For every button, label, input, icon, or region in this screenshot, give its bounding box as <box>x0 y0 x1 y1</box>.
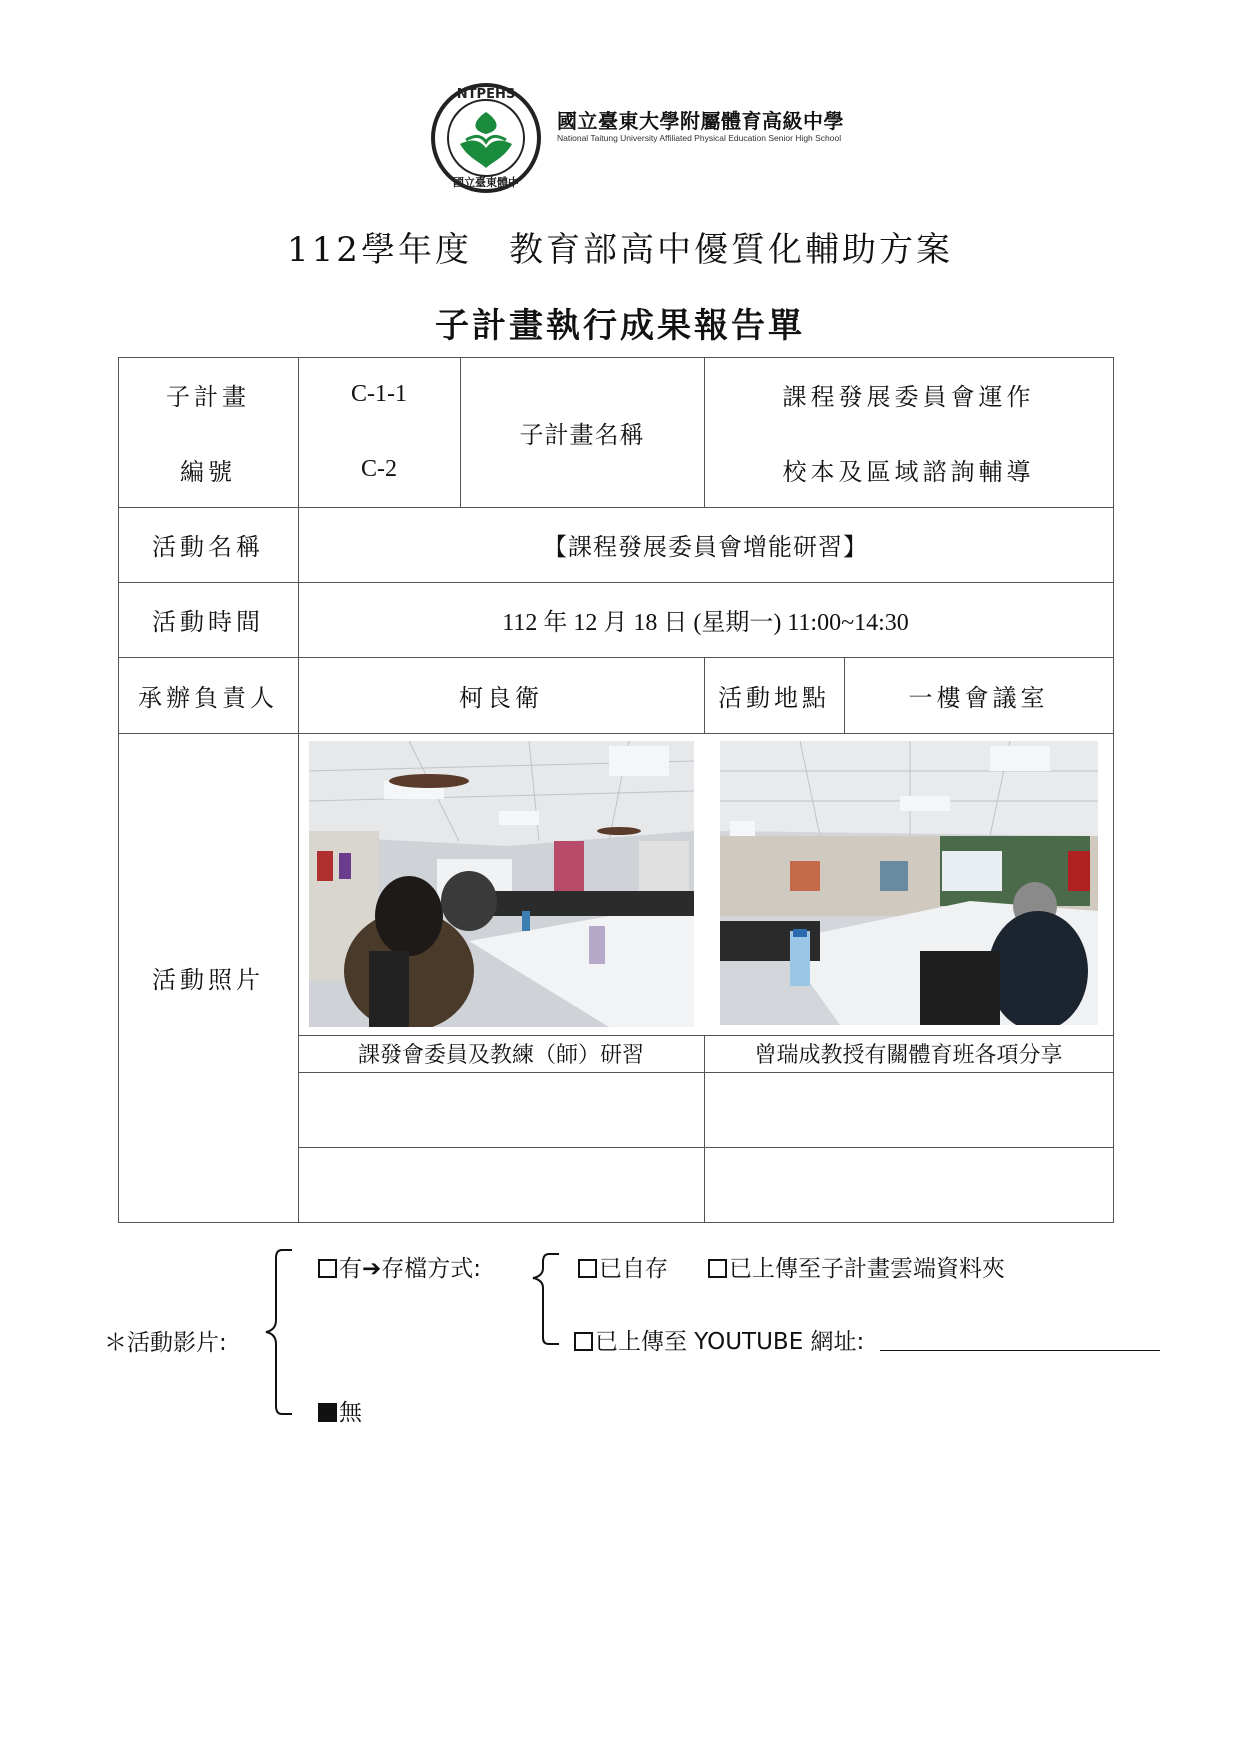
video-option-youtube[interactable] <box>574 1323 864 1356</box>
video-option-saved[interactable] <box>578 1250 668 1283</box>
checked-checkbox-icon[interactable] <box>318 1403 337 1422</box>
checkbox-icon[interactable] <box>578 1259 597 1278</box>
activity-name: 【課程發展委員會增能研習】 <box>543 533 868 561</box>
school-name-zh: 國立臺東大學附屬體育高級中學 <box>557 109 844 133</box>
photos-label: 活動照片 <box>152 966 264 994</box>
location-label: 活動地點 <box>718 683 830 712</box>
video-option-saved-label: 已自存 <box>599 1256 668 1282</box>
school-logo <box>430 82 542 194</box>
video-option-youtube-label: 已上傳至 YOUTUBE 網址: <box>595 1329 865 1355</box>
activity-photo-1 <box>309 741 694 1027</box>
checkbox-icon[interactable] <box>708 1259 727 1278</box>
subplan-number-2: C-2 <box>361 456 397 482</box>
video-option-uploaded-folder[interactable] <box>708 1250 1005 1283</box>
svg-text:NTPEHS: NTPEHS <box>456 87 516 102</box>
youtube-url-field[interactable] <box>880 1350 1160 1351</box>
video-label: ＊活動影片: <box>104 1330 227 1356</box>
video-option-yes[interactable] <box>318 1250 481 1283</box>
video-option-uploaded-folder-label: 已上傳至子計畫雲端資料夾 <box>729 1256 1005 1282</box>
subplan-name-label: 子計畫名稱 <box>519 420 645 449</box>
activity-name-label: 活動名稱 <box>152 533 264 561</box>
svg-text:國立臺東體中: 國立臺東體中 <box>453 176 519 189</box>
school-name-en: National Taitung University Affiliated Physical Education Senior High School <box>557 133 842 143</box>
activity-photo-2 <box>720 741 1098 1025</box>
location: 一樓會議室 <box>908 683 1049 712</box>
checkbox-icon[interactable] <box>574 1332 593 1351</box>
subplan-name-2: 校本及區域諮詢輔導 <box>782 458 1035 486</box>
subplan-name-1: 課程發展委員會運作 <box>782 383 1035 411</box>
organizer: 柯良衛 <box>459 683 543 712</box>
subplan-label-2: 編號 <box>180 458 236 486</box>
video-option-yes-label: 有➔存檔方式: <box>339 1256 482 1282</box>
document-subtitle: 子計畫執行成果報告單 <box>435 306 805 346</box>
video-option-no[interactable] <box>318 1394 362 1427</box>
subplan-label-1: 子計畫 <box>166 383 250 411</box>
photo-caption-2: 曾瑞成教授有關體育班各項分享 <box>754 1043 1063 1068</box>
organizer-label: 承辦負責人 <box>138 683 278 712</box>
subplan-number-1: C-1-1 <box>351 381 407 407</box>
photo-caption-1: 課發會委員及教練（師）研習 <box>357 1043 644 1068</box>
activity-time: 112 年 12 月 18 日 (星期一) 11:00~14:30 <box>502 610 909 636</box>
document-title: 112學年度 教育部高中優質化輔助方案 <box>287 230 953 270</box>
video-option-no-label: 無 <box>339 1400 362 1426</box>
activity-time-label: 活動時間 <box>152 608 264 636</box>
checkbox-icon[interactable] <box>318 1259 337 1278</box>
